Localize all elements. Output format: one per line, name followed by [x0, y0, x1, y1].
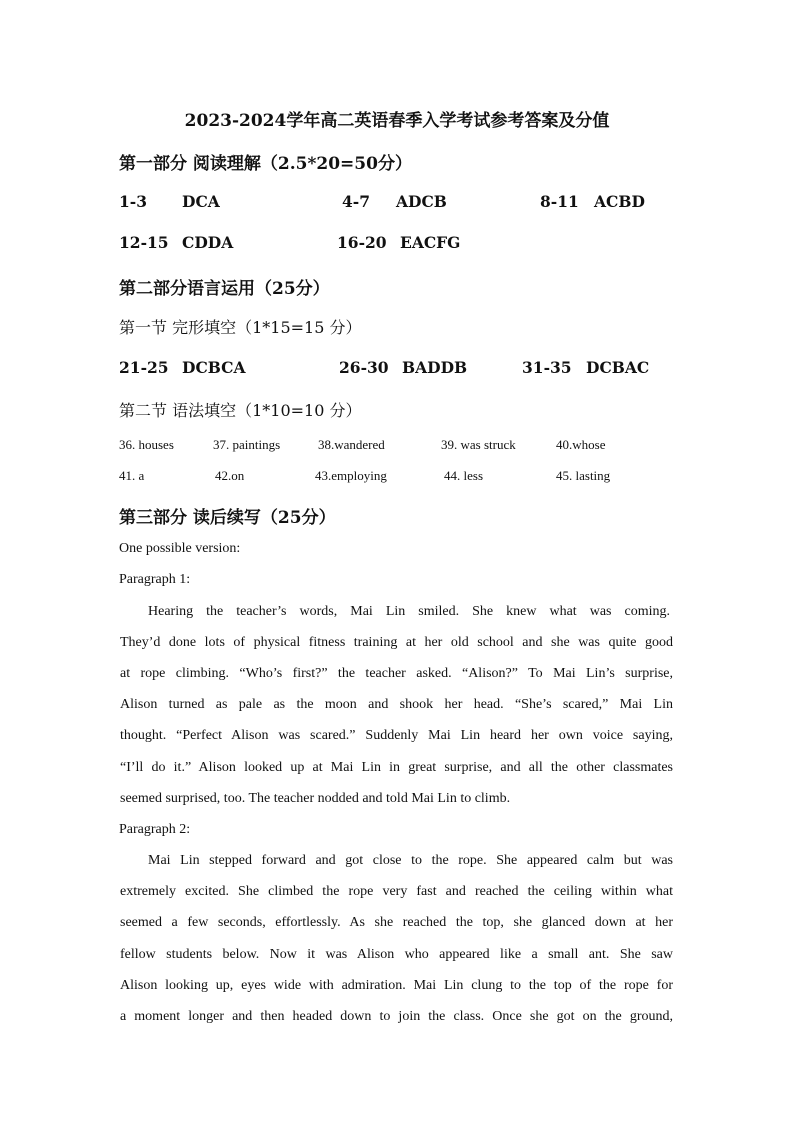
section2-heading: 第二节 语法填空（1*10=10 分）: [119, 401, 362, 420]
answer-range: 12-15: [119, 233, 169, 252]
answer-range: 8-11: [540, 192, 579, 211]
answer-value: BADDB: [402, 358, 468, 377]
answer-range: 4-7: [342, 192, 371, 211]
paragraph-label: Paragraph 2:: [119, 822, 191, 837]
grammar-answer: 37. paintings: [213, 437, 281, 452]
answer-value: DCA: [182, 192, 220, 211]
essay-line: extremely excited. She climbed the rope very fast and reached the ceiling within what: [120, 884, 673, 899]
grammar-answer: 43.employing: [315, 468, 387, 483]
paragraph-label: Paragraph 1:: [119, 572, 191, 587]
essay-line: Hearing the teacher’s words, Mai Lin smiled. She knew what was coming.: [148, 604, 670, 619]
essay-line: seemed a few seconds, effortlessly. As she reached the top, she glanced down at her: [120, 915, 673, 930]
essay-line: a moment longer and then headed down to join the class. Once she got on the ground,: [120, 1009, 673, 1024]
section1-heading: 第一节 完形填空（1*15=15 分）: [119, 318, 362, 337]
answer-range: 16-20: [337, 233, 387, 252]
essay-line: Alison looking up, eyes wide with admiration. Mai Lin clung to the top of the rope for: [120, 978, 673, 993]
answer-value: ADCB: [396, 192, 447, 211]
answer-value: DCBAC: [586, 358, 650, 377]
grammar-answer: 40.whose: [556, 437, 606, 452]
essay-line: “I’ll do it.” Alison looked up at Mai Lin in great surprise, and all the other classmates: [120, 760, 673, 775]
grammar-answer: 45. lasting: [556, 468, 611, 483]
grammar-answer: 41. a: [119, 468, 145, 483]
answer-range: 21-25: [119, 358, 169, 377]
essay-line: fellow students below. Now it was Alison who appeared like a small ant. She saw: [120, 947, 673, 962]
grammar-answer: 42.on: [215, 468, 245, 483]
essay-line: at rope climbing. “Who’s first?” the teacher asked. “Alison?” To Mai Lin’s surprise,: [120, 666, 673, 681]
answer-range: 26-30: [339, 358, 389, 377]
grammar-answer: 39. was struck: [441, 437, 516, 452]
essay-line: seemed surprised, too. The teacher nodded and told Mai Lin to climb.: [120, 791, 511, 806]
part3-heading: 第三部分 读后续写（25分）: [119, 508, 336, 528]
essay-line: Mai Lin stepped forward and got close to the rope. She appeared calm but was: [148, 853, 673, 868]
answer-range: 31-35: [522, 358, 572, 377]
answer-value: EACFG: [400, 233, 461, 252]
grammar-answer: 44. less: [444, 468, 483, 483]
essay-line: They’d done lots of physical fitness training at her old school and she was quite good: [120, 635, 673, 650]
grammar-answer: 36. houses: [119, 437, 174, 452]
part1-heading: 第一部分 阅读理解（2.5*20=50分）: [119, 154, 412, 174]
answer-range: 1-3: [119, 192, 148, 211]
answer-value: ACBD: [594, 192, 645, 211]
essay-line: thought. “Perfect Alison was scared.” Suddenly Mai Lin heard her own voice saying,: [120, 728, 673, 743]
answer-value: CDDA: [182, 233, 234, 252]
grammar-answer: 38.wandered: [318, 437, 385, 452]
page-title: 2023-2024学年高二英语春季入学考试参考答案及分值: [184, 111, 610, 131]
essay-line: Alison turned as pale as the moon and shook her head. “She’s scared,” Mai Lin: [120, 697, 673, 712]
intro-text: One possible version:: [119, 541, 241, 556]
part2-heading: 第二部分语言运用（25分）: [119, 279, 330, 299]
answer-value: DCBCA: [182, 358, 246, 377]
